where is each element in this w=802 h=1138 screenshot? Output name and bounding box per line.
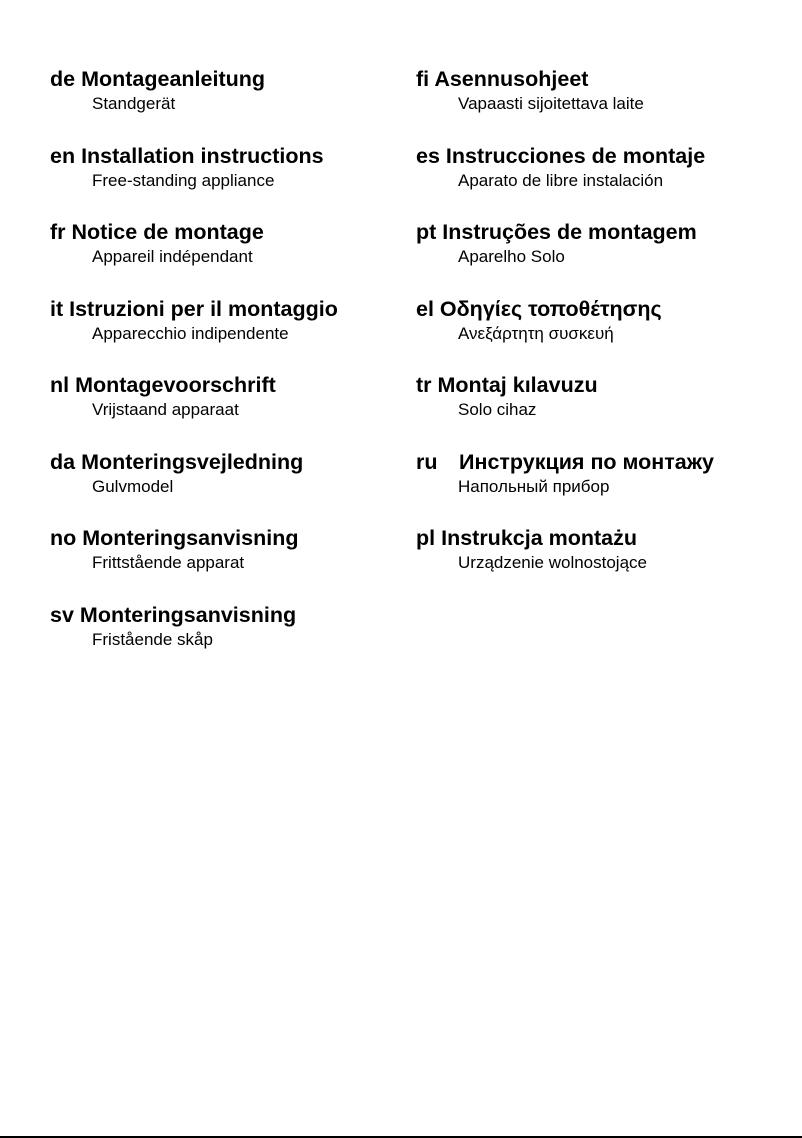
title-text: Asennusohjeet (434, 67, 589, 91)
title-text: Montageanleitung (81, 67, 266, 91)
entry-subtitle: Aparelho Solo (458, 247, 565, 266)
title-text: Monteringsanvisning (79, 602, 297, 627)
language-code: da (50, 449, 76, 474)
title-text: Οδηγίες τοποθέτησης (439, 296, 662, 321)
language-code: ru (416, 449, 438, 474)
title-text: Monteringsanvisning (82, 526, 299, 550)
language-code: de (50, 67, 76, 91)
language-entry-fi (416, 65, 796, 142)
left-language-column (50, 65, 400, 677)
entry-title (416, 218, 796, 246)
language-code: it (50, 296, 64, 321)
language-entry-sv (50, 601, 400, 678)
entry-title (416, 142, 796, 170)
right-language-column (416, 65, 796, 601)
entry-subtitle: Vapaasti sijoitettava laite (458, 94, 644, 113)
title-text: Installation instructions (81, 143, 324, 168)
entry-subtitle: Aparato de libre instalación (458, 170, 664, 190)
entry-subtitle: Appareil indépendant (92, 247, 253, 266)
entry-title (50, 448, 400, 476)
entry-subtitle: Ανεξάρτητη συσκευή (458, 323, 614, 343)
language-code: el (416, 296, 434, 321)
entry-subtitle: Напольный прибор (458, 476, 610, 496)
entry-subtitle: Fristående skåp (92, 629, 213, 649)
entry-title (50, 524, 400, 552)
language-entry-fr (50, 218, 400, 295)
language-code: en (50, 143, 76, 168)
language-entry-pl (416, 524, 796, 601)
language-code: pl (416, 526, 436, 550)
language-entry-el (416, 295, 796, 372)
entry-title (50, 142, 400, 170)
language-entry-it (50, 295, 400, 372)
title-text: Montagevoorschrift (75, 373, 276, 397)
title-text: Istruzioni per il montaggio (69, 296, 338, 321)
entry-subtitle: Apparecchio indipendente (92, 323, 289, 343)
title-text: Instrucciones de montaje (445, 143, 706, 168)
entry-title (416, 371, 796, 399)
title-text: Instrukcja montażu (441, 526, 638, 550)
title-text: Montaj kılavuzu (437, 373, 598, 397)
language-code: tr (416, 373, 432, 397)
language-entry-es (416, 142, 796, 219)
entry-title (50, 65, 400, 93)
language-code: sv (50, 602, 74, 627)
language-code: nl (50, 373, 70, 397)
title-text: Notice de montage (71, 220, 264, 244)
language-entry-de (50, 65, 400, 142)
language-entry-nl (50, 371, 400, 448)
entry-subtitle: Solo cihaz (458, 400, 537, 419)
entry-title (50, 371, 400, 399)
entry-subtitle: Urządzenie wolnostojące (458, 553, 647, 572)
language-code: fi (416, 67, 430, 91)
entry-title (50, 218, 400, 246)
language-entry-en (50, 142, 400, 219)
language-code: pt (416, 220, 437, 244)
entry-title (50, 601, 400, 629)
entry-title (416, 295, 796, 323)
language-entry-pt (416, 218, 796, 295)
entry-title (416, 448, 796, 476)
entry-title (416, 65, 796, 93)
language-code: fr (50, 220, 66, 244)
entry-subtitle: Frittstående apparat (92, 553, 245, 572)
entry-subtitle: Gulvmodel (92, 476, 174, 496)
title-text: Инструкция по монтажу (459, 449, 714, 474)
entry-title (416, 524, 796, 552)
entry-subtitle: Standgerät (92, 94, 176, 113)
language-entry-da (50, 448, 400, 525)
title-text: Monteringsvejledning (81, 449, 304, 474)
entry-subtitle: Vrijstaand apparaat (92, 400, 239, 419)
language-entry-no (50, 524, 400, 601)
language-entry-ru (416, 448, 796, 525)
language-code: no (50, 526, 77, 550)
entry-subtitle: Free-standing appliance (92, 170, 275, 190)
language-entry-tr (416, 371, 796, 448)
title-text: Instruções de montagem (442, 220, 697, 244)
entry-title (50, 295, 400, 323)
language-code: es (416, 143, 440, 168)
